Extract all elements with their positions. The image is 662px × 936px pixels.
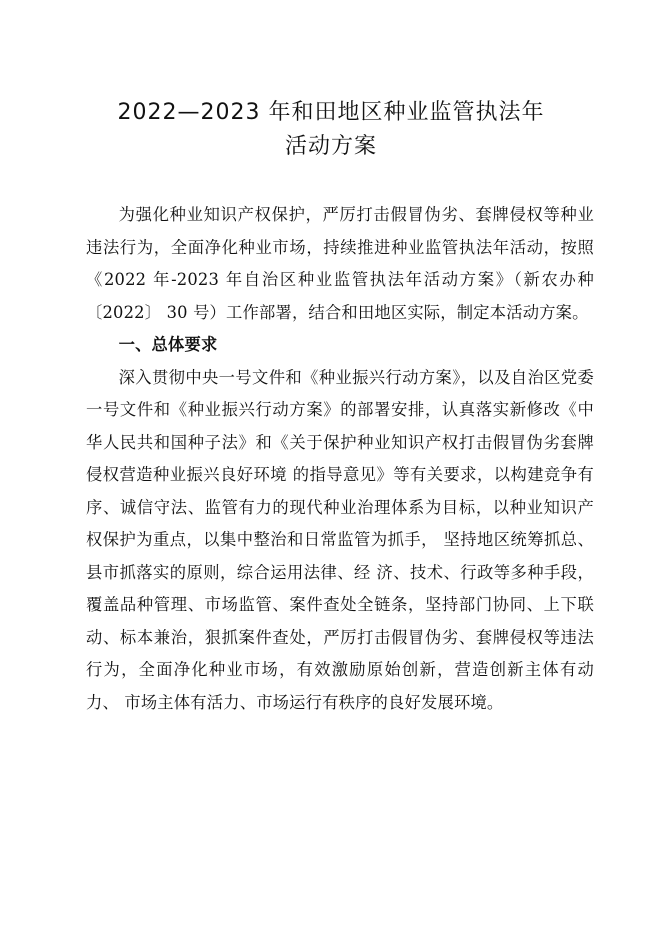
document-body <box>86 199 594 719</box>
document-title <box>0 96 662 164</box>
section-heading-general-requirements: 一、总体要求 <box>118 335 218 354</box>
section-1-paragraph: 深入贯彻中央一号文件和《种业振兴行动方案》，以及自治区党委一号文件和《种业振兴行动方案》的部署安排，认真落实新修改《中华人民共和国种子法》和《关于保护种业知识产权打击假冒伪劣套牌侵权营造种业振兴良好环境 的指导意见》等有关要求，以构建竞争有序、诚信守法、监管有力的现代种业治理体系为目标，以种业知识产权保护为重点，以集中整治和日常监管为抓手， 坚持地区统筹抓总、县市抓落实的原则，综合运用法律、经 济、技术、行政等多种手段，覆盖品种管理、市场监管、案件查处全链条，坚持部门协同、上下联动、标本兼治，狠抓案件查处，严厉打击假冒伪劣、套牌侵权等违法行为，全面净化种业市场，有效激励原始创新，营造创新主体有动力、 市场主体有活力、市场运行有秩序的良好发展环境。 <box>86 367 594 712</box>
title-line-2: 活动方案 <box>284 134 377 159</box>
intro-paragraph: 为强化种业知识产权保护，严厉打击假冒伪劣、套牌侵权等种业违法行为，全面净化种业市场，持续推进种业监管执法年活动，按照《2022 年-2023 年自治区种业监管执法年活动方案》（新农办种〔2022〕 30 号）工作部署，结合和田地区实际，制定本活动方案。 <box>86 205 594 322</box>
title-line-1: 2022—2023 年和田地区种业监管执法年 <box>117 100 545 125</box>
